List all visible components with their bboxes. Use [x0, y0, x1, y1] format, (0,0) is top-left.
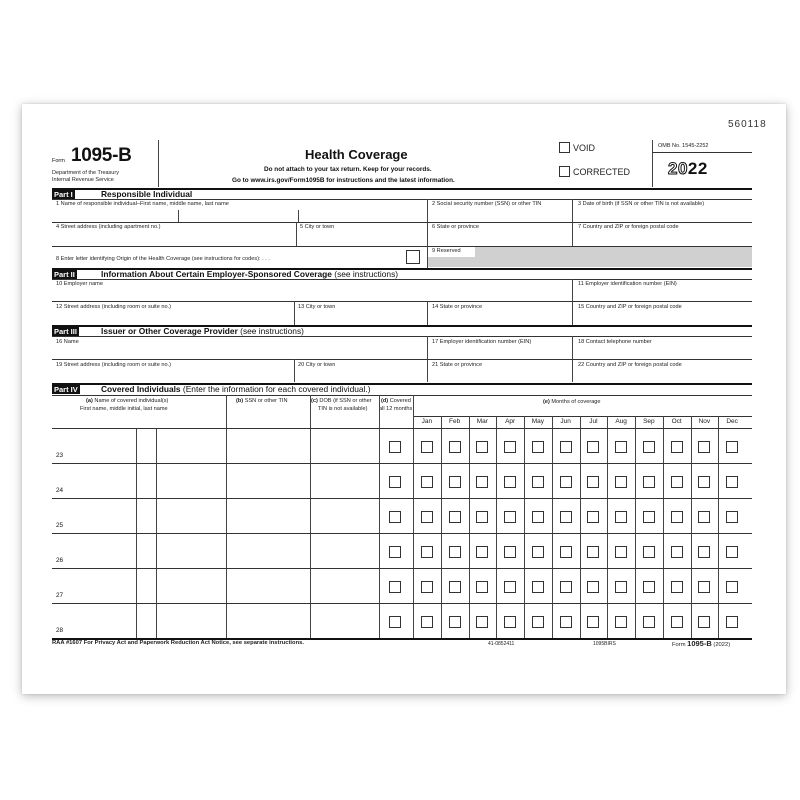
form-number: 1095-B	[71, 145, 132, 166]
month-checkbox-nov[interactable]	[698, 476, 710, 488]
month-checkbox-jul[interactable]	[587, 581, 599, 593]
month-checkbox-aug[interactable]	[615, 511, 627, 523]
void-checkbox[interactable]	[559, 142, 570, 153]
line8-origin-box[interactable]	[406, 250, 420, 264]
month-header-nov: Nov	[698, 418, 711, 425]
month-checkbox-sep[interactable]	[643, 616, 655, 628]
part4-title-note: (Enter the information for each covered individual.)	[182, 384, 371, 394]
month-checkbox-oct[interactable]	[671, 616, 683, 628]
month-checkbox-may[interactable]	[532, 581, 544, 593]
line3-label: 3 Date of birth (if SSN or other TIN is not available)	[578, 201, 705, 207]
table-col-divider	[310, 395, 311, 638]
col-b-tag: (b)	[236, 398, 244, 404]
table-col-divider	[379, 395, 380, 638]
line6-label: 6 State or province	[432, 224, 479, 230]
col-e-text: Months of coverage	[549, 399, 601, 405]
month-checkbox-dec[interactable]	[726, 581, 738, 593]
month-checkbox-sep[interactable]	[643, 441, 655, 453]
part2-title	[101, 270, 398, 278]
month-header-sep: Sep	[643, 418, 655, 425]
month-checkbox-feb[interactable]	[449, 511, 461, 523]
line19-label: 19 Street address (including room or suite no.)	[56, 362, 172, 368]
part3-title-text: Issuer or Other Coverage Provider	[101, 326, 238, 336]
col-e-header	[543, 400, 601, 406]
month-checkbox-may[interactable]	[532, 511, 544, 523]
month-checkbox-feb[interactable]	[449, 616, 461, 628]
month-checkbox-nov[interactable]	[698, 511, 710, 523]
line20-label: 20 City or town	[298, 362, 336, 368]
footer-file-code: 1095BIRS	[593, 641, 616, 647]
month-checkbox-may[interactable]	[532, 441, 544, 453]
line14-label: 14 State or province	[432, 304, 483, 310]
col-c-text: DOB (if SSN or other	[317, 398, 372, 404]
col-b-header	[236, 399, 288, 405]
line10-label: 10 Employer name	[56, 281, 103, 287]
table-col-divider	[413, 395, 414, 638]
footer-privacy	[52, 641, 304, 647]
month-header-mar: Mar	[476, 418, 488, 425]
month-checkbox-dec[interactable]	[726, 476, 738, 488]
dept-treasury: Department of the Treasury	[52, 170, 119, 176]
line15-label: 15 Country and ZIP or foreign postal code	[578, 304, 682, 310]
month-checkbox-feb[interactable]	[449, 546, 461, 558]
months-header-rule	[413, 416, 752, 417]
month-checkbox-nov[interactable]	[698, 441, 710, 453]
line2-label: 2 Social security number (SSN) or other TIN	[432, 201, 542, 207]
col-d-tag: (d)	[381, 398, 389, 404]
reserved-shaded-area-lower	[428, 257, 476, 267]
month-col-divider	[496, 416, 497, 638]
month-checkbox-may[interactable]	[532, 476, 544, 488]
col-a-header	[86, 399, 168, 405]
month-header-apr: Apr	[505, 418, 516, 425]
month-checkbox-oct[interactable]	[671, 581, 683, 593]
footer-privacy-text: For Privacy Act and Paperwork Reduction Act Notice, see separate instructions.	[83, 640, 304, 646]
month-checkbox-dec[interactable]	[726, 546, 738, 558]
month-checkbox-apr[interactable]	[504, 476, 516, 488]
corrected-label: CORRECTED	[573, 167, 631, 177]
tax-year	[668, 160, 708, 177]
month-checkbox-dec[interactable]	[726, 511, 738, 523]
footer-cat-no: 41-0852411	[488, 641, 515, 647]
month-header-feb: Feb	[449, 418, 461, 425]
irs-line: Internal Revenue Service	[52, 177, 114, 183]
col-c-header	[311, 399, 372, 405]
month-checkbox-aug[interactable]	[615, 546, 627, 558]
part4-title-text: Covered Individuals	[101, 384, 181, 394]
corrected-checkbox[interactable]	[559, 166, 570, 177]
month-checkbox-jan[interactable]	[421, 441, 433, 453]
month-checkbox-jun[interactable]	[560, 441, 572, 453]
table-row-rule	[52, 533, 752, 534]
footer-form-id	[672, 640, 730, 649]
month-checkbox-jul[interactable]	[587, 546, 599, 558]
row-number-28: 28	[56, 627, 64, 634]
month-col-divider	[607, 416, 608, 638]
part1-tag: Part I	[54, 190, 73, 199]
month-col-divider	[441, 416, 442, 638]
month-header-oct: Oct	[671, 418, 682, 425]
omb-number: OMB No. 1545-2252	[658, 143, 709, 149]
footer-form-number: 1095-B	[687, 639, 712, 648]
month-header-jan: Jan	[421, 418, 433, 425]
line22-label: 22 Country and ZIP or foreign postal code	[578, 362, 682, 368]
covered-all-12-months-checkbox[interactable]	[389, 581, 401, 593]
line14-divider	[427, 301, 428, 325]
month-col-divider	[691, 416, 692, 638]
month-checkbox-aug[interactable]	[615, 581, 627, 593]
part2-title-note: (see instructions)	[334, 269, 399, 279]
covered-all-12-months-checkbox[interactable]	[389, 511, 401, 523]
form-code: 560118	[728, 119, 767, 130]
col-c-subheader: TIN is not available)	[318, 406, 368, 412]
line18-label: 18 Contact telephone number	[578, 339, 652, 345]
footer-raa-code: RAA #1607	[52, 640, 83, 646]
line5-label: 5 City or town	[300, 224, 335, 230]
month-header-dec: Dec	[726, 418, 738, 425]
row-number-26: 26	[56, 557, 64, 564]
month-header-may: May	[531, 418, 545, 425]
month-checkbox-jun[interactable]	[560, 511, 572, 523]
month-checkbox-aug[interactable]	[615, 616, 627, 628]
month-col-divider	[580, 416, 581, 638]
col-b-text: SSN or other TIN	[243, 398, 288, 404]
table-row-rule	[52, 603, 752, 604]
instruction-website: Go to www.irs.gov/Form1095B for instructions and the latest information.	[232, 177, 455, 184]
month-checkbox-sep[interactable]	[643, 511, 655, 523]
month-checkbox-jan[interactable]	[421, 581, 433, 593]
part3-title-note: (see instructions)	[240, 326, 304, 336]
month-checkbox-nov[interactable]	[698, 581, 710, 593]
line8-label: 8 Enter letter identifying Origin of the Health Coverage (see instructions for codes): . . .	[56, 256, 270, 262]
covered-all-12-months-checkbox[interactable]	[389, 616, 401, 628]
omb-divider	[652, 152, 752, 153]
line1-name-tick1	[178, 210, 179, 222]
col-d-text: Covered	[388, 398, 411, 404]
part3-title	[101, 327, 304, 335]
row-number-24: 24	[56, 487, 64, 494]
part1-title-text: Responsible Individual	[101, 189, 193, 199]
month-checkbox-dec[interactable]	[726, 441, 738, 453]
covered-all-12-months-checkbox[interactable]	[389, 441, 401, 453]
part3-tag: Part III	[54, 327, 77, 336]
month-checkbox-apr[interactable]	[504, 441, 516, 453]
month-checkbox-jun[interactable]	[560, 581, 572, 593]
month-checkbox-feb[interactable]	[449, 581, 461, 593]
month-col-divider	[718, 416, 719, 638]
col-a-text: Name of covered individual(s)	[92, 398, 169, 404]
col-d-subheader: all 12 months	[379, 406, 413, 412]
part1-title-rule	[52, 199, 752, 200]
part1-title	[101, 190, 192, 198]
month-checkbox-apr[interactable]	[504, 581, 516, 593]
col-d-header	[381, 399, 411, 405]
month-checkbox-jul[interactable]	[587, 511, 599, 523]
month-col-divider	[635, 416, 636, 638]
month-checkbox-jun[interactable]	[560, 616, 572, 628]
part2-title-rule	[52, 279, 752, 280]
line21-label: 21 State or province	[432, 362, 483, 368]
month-header-jun: Jun	[560, 418, 571, 425]
part4-tag: Part IV	[54, 385, 78, 394]
table-row-rule	[52, 463, 752, 464]
row-number-25: 25	[56, 522, 64, 529]
month-checkbox-sep[interactable]	[643, 546, 655, 558]
part2-row2-rule	[52, 301, 752, 302]
part2-title-text: Information About Certain Employer-Sponsored Coverage	[101, 269, 332, 279]
month-checkbox-nov[interactable]	[698, 616, 710, 628]
month-checkbox-sep[interactable]	[643, 476, 655, 488]
part2-tag: Part II	[54, 270, 75, 279]
line13-label: 13 City or town	[298, 304, 336, 310]
line13-divider	[294, 301, 295, 325]
footer-form-year: (2022)	[713, 642, 731, 648]
header-divider-right	[652, 140, 653, 187]
table-row-rule	[52, 498, 752, 499]
month-checkbox-may[interactable]	[532, 616, 544, 628]
line20-divider	[294, 359, 295, 382]
part4-title-rule	[52, 395, 752, 396]
tax-year-suffix: 22	[687, 159, 708, 178]
month-checkbox-apr[interactable]	[504, 546, 516, 558]
line11-label: 11 Employer identification number (EIN)	[578, 281, 677, 287]
month-checkbox-apr[interactable]	[504, 511, 516, 523]
covered-all-12-months-checkbox[interactable]	[389, 476, 401, 488]
month-checkbox-mar[interactable]	[476, 441, 488, 453]
month-checkbox-jan[interactable]	[421, 616, 433, 628]
line17-label: 17 Employer identification number (EIN)	[432, 339, 532, 345]
col-e-tag: (e)	[543, 399, 550, 405]
month-checkbox-sep[interactable]	[643, 581, 655, 593]
line7-label: 7 Country and ZIP or foreign postal code	[578, 224, 679, 230]
instruction-keep-records: Do not attach to your tax return. Keep for your records.	[264, 166, 432, 173]
month-col-divider	[552, 416, 553, 638]
col-a-tag: (a)	[86, 398, 93, 404]
form-title: Health Coverage	[305, 147, 408, 162]
row-number-27: 27	[56, 592, 64, 599]
header-divider-left	[158, 140, 159, 187]
month-col-divider	[524, 416, 525, 638]
reserved-shaded-area	[475, 247, 752, 267]
part1-row2-rule	[52, 222, 752, 223]
month-checkbox-feb[interactable]	[449, 441, 461, 453]
part2-col-divider	[572, 279, 573, 325]
line1-label: 1 Name of responsible individual–First name, middle name, last name	[56, 201, 229, 207]
month-checkbox-jun[interactable]	[560, 546, 572, 558]
table-col-divider	[226, 395, 227, 638]
month-checkbox-jul[interactable]	[587, 616, 599, 628]
month-checkbox-oct[interactable]	[671, 441, 683, 453]
month-checkbox-jul[interactable]	[587, 441, 599, 453]
month-checkbox-may[interactable]	[532, 546, 544, 558]
month-checkbox-oct[interactable]	[671, 476, 683, 488]
line1-name-tick2	[298, 210, 299, 222]
line9-label: 9 Reserved	[432, 248, 461, 254]
col-c-tag: (c)	[311, 398, 318, 404]
month-checkbox-aug[interactable]	[615, 476, 627, 488]
month-checkbox-aug[interactable]	[615, 441, 627, 453]
month-checkbox-oct[interactable]	[671, 546, 683, 558]
month-checkbox-dec[interactable]	[726, 616, 738, 628]
month-checkbox-jan[interactable]	[421, 546, 433, 558]
month-checkbox-oct[interactable]	[671, 511, 683, 523]
month-header-jul: Jul	[589, 418, 598, 425]
month-checkbox-nov[interactable]	[698, 546, 710, 558]
month-col-divider	[469, 416, 470, 638]
month-col-divider	[663, 416, 664, 638]
table-row-rule	[52, 568, 752, 569]
month-checkbox-jan[interactable]	[421, 476, 433, 488]
covered-all-12-months-checkbox[interactable]	[389, 546, 401, 558]
month-checkbox-jan[interactable]	[421, 511, 433, 523]
month-checkbox-mar[interactable]	[476, 476, 488, 488]
col-a-subheader: First name, middle initial, last name	[80, 406, 168, 412]
month-checkbox-feb[interactable]	[449, 476, 461, 488]
month-checkbox-mar[interactable]	[476, 581, 488, 593]
row-number-23: 23	[56, 452, 64, 459]
line5-divider	[296, 222, 297, 246]
month-checkbox-mar[interactable]	[476, 511, 488, 523]
month-checkbox-apr[interactable]	[504, 616, 516, 628]
part3-title-rule	[52, 336, 752, 337]
month-checkbox-jun[interactable]	[560, 476, 572, 488]
void-label: VOID	[573, 143, 596, 153]
part4-title	[101, 385, 371, 393]
footer-form-word: Form	[672, 642, 686, 648]
line4-label: 4 Street address (including apartment no.)	[56, 224, 161, 230]
month-checkbox-jul[interactable]	[587, 476, 599, 488]
form-1095b-sheet	[22, 104, 786, 694]
month-header-aug: Aug	[615, 418, 627, 425]
part3-row2-rule	[52, 359, 752, 360]
line16-label: 16 Name	[56, 339, 79, 345]
month-checkbox-mar[interactable]	[476, 616, 488, 628]
table-header-rule	[52, 428, 752, 429]
line12-label: 12 Street address (including room or suite no.)	[56, 304, 172, 310]
month-checkbox-mar[interactable]	[476, 546, 488, 558]
tax-year-prefix: 20	[668, 159, 688, 178]
form-word: Form	[52, 158, 65, 164]
